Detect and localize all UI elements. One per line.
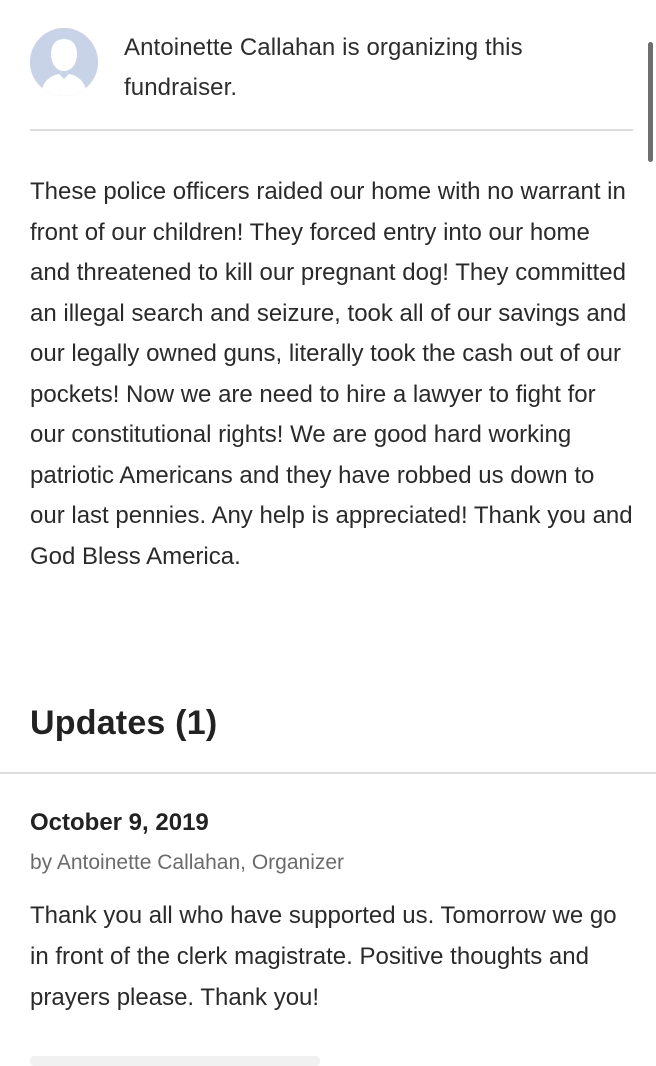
person-placeholder-icon bbox=[30, 28, 98, 96]
story-text: These police officers raided our home with no warrant in front of our children! They forced entry into our home and threatened to kill our pregnant dog! They committed an illegal search and seizure, took all of our savings and our legally owned guns, literally took the cash out of our pockets! Now we are need to hire a lawyer to fight for our constitutional rights! We are good hard working patriotic Americans and they have robbed us down to our last pennies. Any help is appreciated! Thank you and God Bless America. bbox=[30, 178, 633, 570]
update-body: Thank you all who have supported us. Tomorrow we go in front of the clerk magistrate. Positive thoughts and prayers please. Thank you! bbox=[30, 902, 617, 1011]
organizer-row bbox=[30, 28, 634, 130]
divider bbox=[0, 772, 656, 774]
update-date: October 9, 2019 bbox=[30, 809, 209, 836]
updates-heading: Updates (1) bbox=[30, 704, 218, 742]
avatar[interactable] bbox=[30, 28, 98, 96]
organizer-text: Antoinette Callahan is organizing this fundraiser. bbox=[124, 34, 523, 101]
scrollbar-thumb[interactable] bbox=[648, 42, 653, 162]
update-byline: by Antoinette Callahan, Organizer bbox=[30, 851, 345, 874]
partially-visible-element bbox=[30, 1056, 320, 1066]
divider bbox=[30, 129, 633, 131]
